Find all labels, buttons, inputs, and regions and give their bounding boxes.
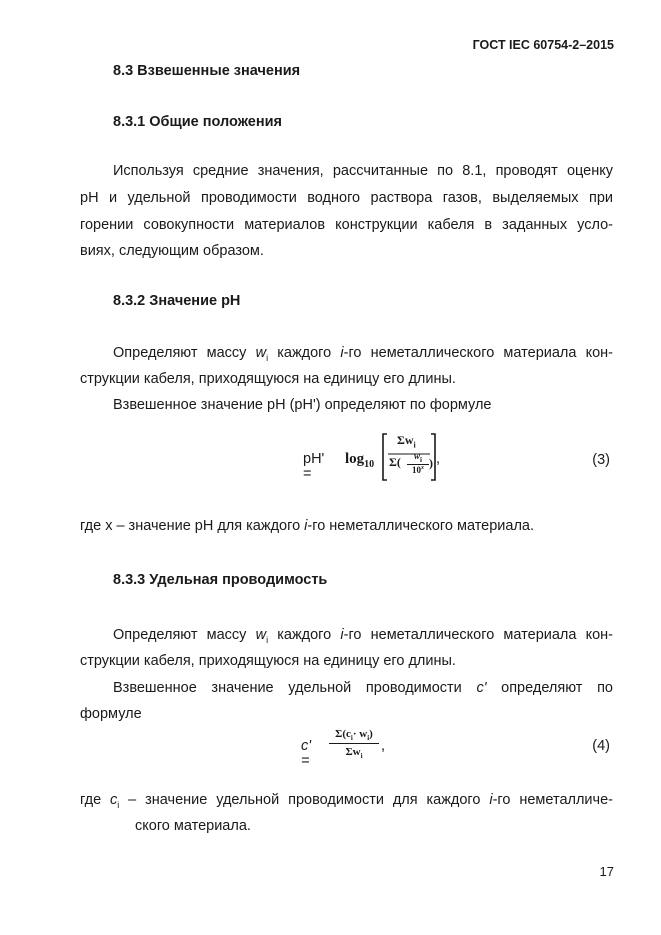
paragraph-line: формуле (80, 706, 142, 722)
section-8-3-2-title: 8.3.2 Значение рН (113, 293, 241, 309)
paragraph-line: Взвешенное значение рН (рН') определяют по формуле (113, 397, 492, 413)
paragraph-line: Взвешенное значение удельной проводимости c' определяют по (113, 680, 613, 696)
paragraph-line: ского материала. (135, 818, 251, 834)
section-8-3-title: 8.3 Взвешенные значения (113, 63, 301, 79)
equation-number-3: (3) (592, 452, 610, 468)
paragraph-line: Определяют массу $w_i$ каждого i-го неметаллического материала кон- (113, 345, 614, 363)
paragraph-line: где х – значение рН для каждого i-го неметаллического материала. (80, 518, 535, 534)
paragraph-line: виях, следующим образом. (80, 243, 264, 259)
document-header: ГОСТ IEC 60754-2–2015 (472, 38, 614, 52)
paragraph-line: горении совокупности материалов конструкции кабеля в заданных усло- (80, 217, 613, 233)
equation-number-4: (4) (592, 738, 610, 754)
page-number: 17 (599, 864, 614, 879)
paragraph-line: струкции кабеля, приходящуюся на единицу его длины. (80, 371, 456, 387)
paragraph-line: рН и удельной проводимости водного раствора газов, выделяемых при (80, 190, 613, 206)
paragraph-line: Определяют массу $w_i$ каждого i-го неметаллического материала кон- (113, 627, 614, 645)
paragraph-line: струкции кабеля, приходящуюся на единицу его длины. (80, 653, 456, 669)
paragraph-line: где $c_i$ – значение удельной проводимости для каждого i-го неметалличе- (80, 792, 613, 810)
section-8-3-3-title: 8.3.3 Удельная проводимость (113, 572, 328, 588)
paragraph-line: Используя средние значения, рассчитанные по 8.1, проводят оценку (113, 163, 613, 179)
section-8-3-1-title: 8.3.1 Общие положения (113, 114, 282, 130)
